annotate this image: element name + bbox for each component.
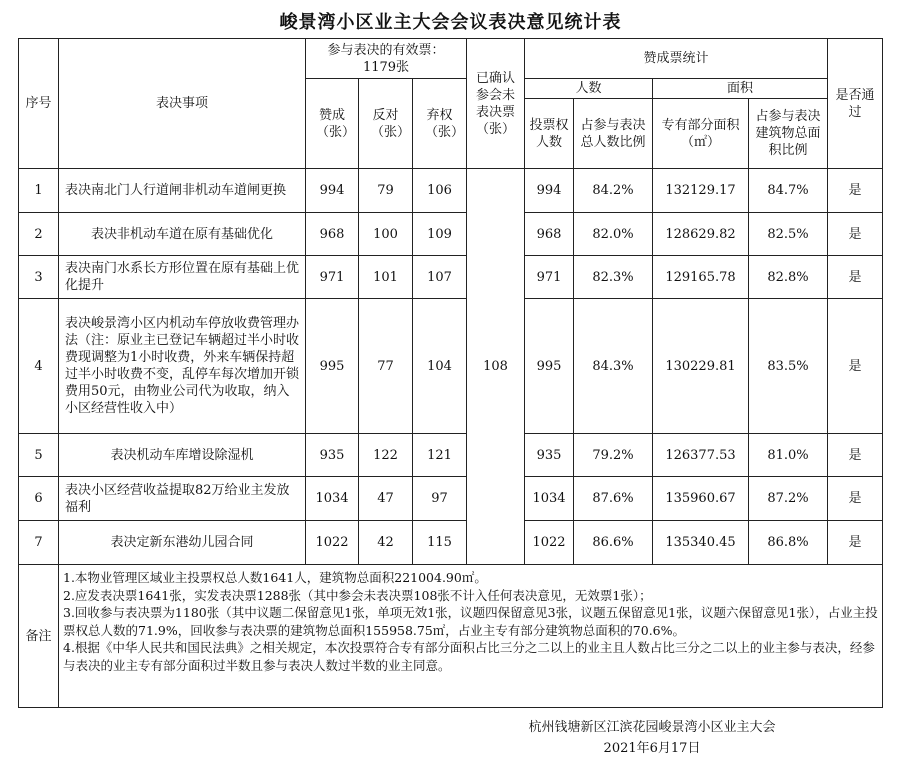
header-people: 人数 [525, 79, 653, 99]
note-1: 1.本物业管理区域业主投票权总人数1641人，建筑物总面积221004.90㎡。 [63, 570, 487, 585]
row-passed: 是 [828, 521, 883, 565]
row-area-ratio: 81.0% [749, 434, 828, 477]
row-area-ratio: 82.8% [749, 256, 828, 299]
row-voters: 994 [525, 169, 574, 213]
confirmed-not-voted-value: 108 [467, 169, 525, 565]
notes-row [19, 565, 883, 708]
row-passed: 是 [828, 256, 883, 299]
row-voters-ratio: 87.6% [574, 477, 653, 521]
row-area: 130229.81 [653, 299, 749, 434]
row-oppose: 101 [359, 256, 413, 299]
row-no: 1 [19, 169, 59, 213]
notes-label: 备注 [19, 565, 59, 708]
page-title: 峻景湾小区业主大会会议表决意见统计表 [279, 12, 622, 33]
row-voters: 935 [525, 434, 574, 477]
header-approve-stats: 赞成票统计 [525, 39, 828, 79]
row-area: 135960.67 [653, 477, 749, 521]
row-abstain: 97 [413, 477, 467, 521]
row-no: 5 [19, 434, 59, 477]
row-oppose: 79 [359, 169, 413, 213]
note-4: 4.根据《中华人民共和国民法典》之相关规定，本次投票符合专有部分面积占比三分之二以上的业主且人数占比三分之二以上的业主参与表决，经参与表决的业主专有部分面积过半数且参与表决人数过半数的业主同意。 [63, 640, 875, 673]
row-voters-ratio: 84.3% [574, 299, 653, 434]
row-area-ratio: 87.2% [749, 477, 828, 521]
row-approve: 971 [306, 256, 359, 299]
notes-content [59, 565, 883, 708]
row-no: 4 [19, 299, 59, 434]
table-row [19, 434, 883, 477]
row-abstain: 109 [413, 213, 467, 256]
row-item: 表决非机动车道在原有基础优化 [59, 213, 306, 256]
row-voters-ratio: 79.2% [574, 434, 653, 477]
note-2: 2.应发表决票1641张，实发表决票1288张（其中参会未表决票108张不计入任何表决意见，无效票1张）； [63, 587, 652, 603]
table-row [19, 477, 883, 521]
header-approve: 赞成（张） [306, 79, 359, 169]
footer-organization: 杭州钱塘新区江滨花园峻景湾小区业主大会 [528, 720, 776, 735]
header-seq: 序号 [19, 39, 59, 169]
row-oppose: 100 [359, 213, 413, 256]
header-confirmed-not-voted: 已确认参会未表决票（张） [467, 39, 525, 169]
row-area-ratio: 82.5% [749, 213, 828, 256]
row-no: 6 [19, 477, 59, 521]
row-abstain: 106 [413, 169, 467, 213]
row-area: 132129.17 [653, 169, 749, 213]
row-area: 135340.45 [653, 521, 749, 565]
row-area: 126377.53 [653, 434, 749, 477]
row-item: 表决峻景湾小区内机动车停放收费管理办法（注：原业主已登记车辆超过半小时收费现调整为1小时收费，外来车辆保持超过半小时收费不变，乱停车每次增加开锁费用50元，由物业公司代为收取，纳入小区经营性收入中） [59, 299, 306, 434]
row-oppose: 122 [359, 434, 413, 477]
row-abstain: 107 [413, 256, 467, 299]
row-voters-ratio: 84.2% [574, 169, 653, 213]
row-area-ratio: 83.5% [749, 299, 828, 434]
row-passed: 是 [828, 434, 883, 477]
row-voters: 1022 [525, 521, 574, 565]
header-oppose: 反对（张） [359, 79, 413, 169]
header-area-ratio: 占参与表决建筑物总面积比例 [749, 99, 828, 169]
header-valid-votes [306, 39, 467, 79]
row-no: 2 [19, 213, 59, 256]
row-item: 表决南北门人行道闸非机动车道闸更换 [59, 169, 306, 213]
row-item: 表决定新东港幼儿园合同 [59, 521, 306, 565]
row-passed: 是 [828, 299, 883, 434]
row-area: 128629.82 [653, 213, 749, 256]
header-area: 面积 [653, 79, 828, 99]
row-oppose: 77 [359, 299, 413, 434]
row-approve: 1022 [306, 521, 359, 565]
header-private-area: 专有部分面积（㎡） [653, 99, 749, 169]
row-area-ratio: 84.7% [749, 169, 828, 213]
row-approve: 1034 [306, 477, 359, 521]
valid-votes-count: 1179张 [362, 59, 410, 75]
row-abstain: 104 [413, 299, 467, 434]
row-voters-ratio: 82.0% [574, 213, 653, 256]
row-approve: 994 [306, 169, 359, 213]
row-voters-ratio: 82.3% [574, 256, 653, 299]
row-oppose: 42 [359, 521, 413, 565]
row-passed: 是 [828, 477, 883, 521]
row-item: 表决南门水系长方形位置在原有基础上优化提升 [59, 256, 306, 299]
row-passed: 是 [828, 169, 883, 213]
row-area-ratio: 86.8% [749, 521, 828, 565]
row-voters: 968 [525, 213, 574, 256]
table-row [19, 169, 883, 213]
table-row [19, 521, 883, 565]
note-3: 3.回收参与表决票为1180张（其中议题二保留意见1张，单项无效1张，议题四保留意见3张，议题五保留意见1张，议题六保留意见1张），占业主投票权总人数的71.9%，回收参与表决票的建筑物总面积155958.75㎡，占业主专有部分建筑物总面积的70.6%。 [63, 605, 878, 638]
row-area: 129165.78 [653, 256, 749, 299]
row-approve: 995 [306, 299, 359, 434]
row-item: 表决小区经营收益提取82万给业主发放福利 [59, 477, 306, 521]
row-no: 3 [19, 256, 59, 299]
valid-votes-label: 参与表决的有效票： [327, 42, 445, 58]
row-voters: 1034 [525, 477, 574, 521]
row-passed: 是 [828, 213, 883, 256]
table-row [19, 213, 883, 256]
row-voters: 971 [525, 256, 574, 299]
row-abstain: 121 [413, 434, 467, 477]
header-abstain: 弃权（张） [413, 79, 467, 169]
row-approve: 935 [306, 434, 359, 477]
header-passed: 是否通过 [828, 39, 883, 169]
row-voters-ratio: 86.6% [574, 521, 653, 565]
footer-date: 2021年6月17日 [603, 741, 701, 756]
row-approve: 968 [306, 213, 359, 256]
header-voters-count: 投票权人数 [525, 99, 574, 169]
header-voters-ratio: 占参与表决总人数比例 [574, 99, 653, 169]
row-no: 7 [19, 521, 59, 565]
vote-statistics-table [18, 38, 883, 708]
table-row [19, 299, 883, 434]
row-oppose: 47 [359, 477, 413, 521]
row-item: 表决机动车库增设除湿机 [59, 434, 306, 477]
header-item: 表决事项 [59, 39, 306, 169]
row-abstain: 115 [413, 521, 467, 565]
table-row [19, 256, 883, 299]
row-voters: 995 [525, 299, 574, 434]
